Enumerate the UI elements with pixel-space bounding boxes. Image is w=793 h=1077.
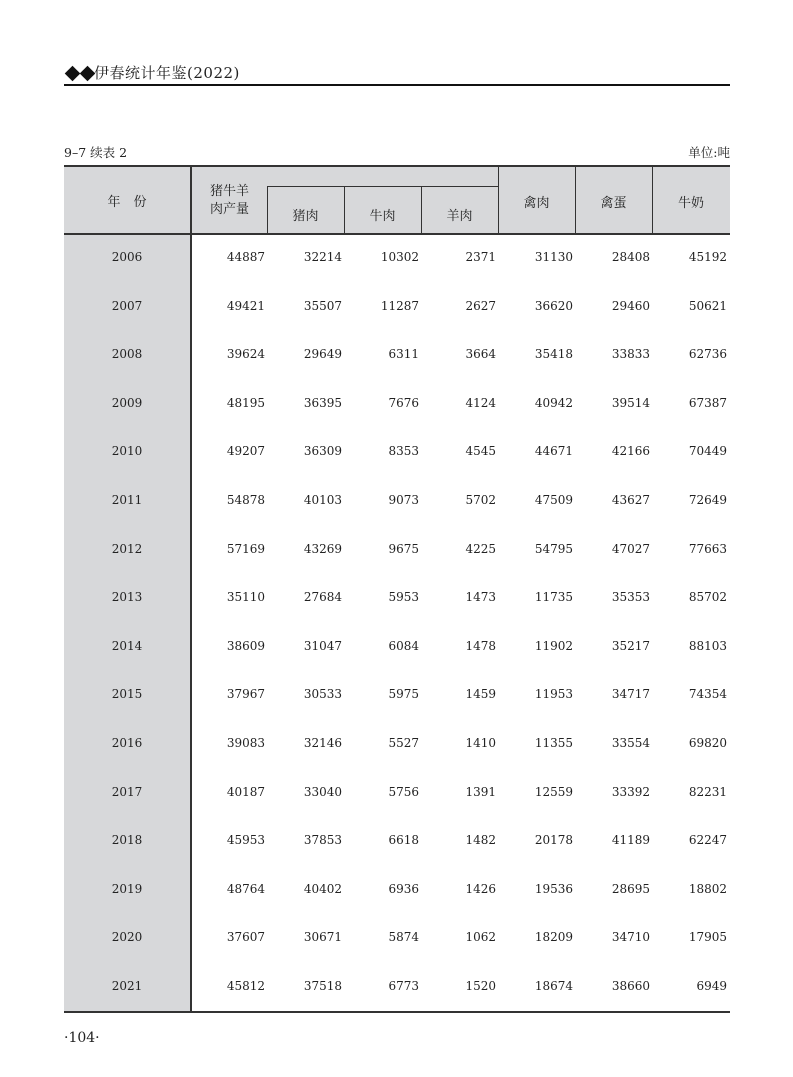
total-cell: 57169	[226, 541, 265, 556]
milk-cell: 18802	[688, 881, 727, 896]
col-header-year: 年 份	[107, 195, 147, 210]
beef-cell: 6936	[388, 881, 419, 896]
milk-cell: 85702	[688, 590, 727, 605]
mutton-cell: 4124	[465, 395, 496, 410]
table-row	[64, 720, 730, 769]
beef-cell: 8353	[388, 444, 419, 459]
table-row	[64, 428, 730, 477]
year-cell: 2015	[111, 687, 143, 702]
mutton-cell: 1520	[465, 979, 496, 993]
table-row	[64, 283, 730, 332]
page-number: ·104·	[64, 1030, 100, 1046]
eggs-cell: 35217	[611, 638, 650, 653]
poultry-cell: 31130	[534, 250, 573, 264]
beef-cell: 7676	[388, 395, 419, 410]
total-cell: 39083	[226, 736, 265, 750]
pork-cell: 40402	[303, 881, 342, 896]
mutton-cell: 1410	[465, 736, 496, 750]
mutton-cell: 2627	[465, 298, 496, 313]
table-row	[64, 574, 730, 623]
pork-cell: 27684	[303, 590, 342, 605]
beef-cell: 11287	[380, 298, 419, 313]
beef-cell: 5527	[388, 736, 419, 750]
year-cell: 2014	[111, 638, 143, 653]
year-cell: 2016	[111, 736, 143, 750]
eggs-cell: 34717	[611, 687, 650, 702]
poultry-cell: 47509	[534, 493, 573, 507]
eggs-cell: 41189	[611, 833, 650, 848]
pork-cell: 37518	[303, 979, 342, 993]
poultry-cell: 36620	[534, 298, 573, 313]
beef-cell: 9675	[388, 541, 419, 556]
year-cell: 2020	[111, 930, 143, 945]
beef-cell: 6618	[388, 833, 419, 848]
pork-cell: 40103	[303, 493, 342, 507]
table-row	[64, 866, 730, 915]
year-cell: 2021	[111, 979, 143, 993]
table-code: 9–7 续表 2	[64, 145, 128, 160]
eggs-cell: 28408	[611, 250, 650, 264]
table-row	[64, 477, 730, 526]
pork-cell: 36395	[303, 395, 342, 410]
total-cell: 45812	[226, 979, 265, 993]
beef-cell: 5756	[388, 784, 419, 799]
total-cell: 39624	[226, 347, 265, 362]
mutton-cell: 1459	[465, 687, 496, 702]
year-cell: 2017	[111, 784, 143, 799]
poultry-cell: 18674	[534, 979, 573, 993]
milk-cell: 62247	[688, 833, 727, 848]
col-header-mutton: 羊肉	[446, 209, 473, 224]
table-row	[64, 671, 730, 720]
poultry-cell: 18209	[534, 930, 573, 945]
year-cell: 2009	[111, 395, 143, 410]
col-header-total: 猪牛羊 肉产量	[210, 184, 250, 217]
mutton-cell: 5702	[465, 493, 496, 507]
pork-cell: 35507	[303, 298, 342, 313]
table-row	[64, 817, 730, 866]
beef-cell: 6084	[388, 638, 419, 653]
pork-cell: 37853	[303, 833, 342, 848]
poultry-cell: 12559	[534, 784, 573, 799]
mutton-cell: 4225	[465, 541, 496, 556]
table-row	[64, 914, 730, 963]
total-cell: 54878	[226, 493, 265, 507]
pork-cell: 32214	[303, 250, 342, 264]
year-cell: 2010	[111, 444, 143, 459]
eggs-cell: 33392	[611, 784, 650, 799]
milk-cell: 70449	[688, 444, 727, 459]
milk-cell: 82231	[688, 784, 727, 799]
milk-cell: 50621	[688, 298, 727, 313]
beef-cell: 5874	[388, 930, 419, 945]
beef-cell: 5975	[388, 687, 419, 702]
total-cell: 45953	[226, 833, 265, 848]
poultry-cell: 11355	[534, 736, 573, 750]
beef-cell: 5953	[388, 590, 419, 605]
table-row	[64, 331, 730, 380]
table-row	[64, 234, 730, 283]
pork-cell: 32146	[303, 736, 342, 750]
year-cell: 2007	[111, 298, 143, 313]
poultry-cell: 20178	[534, 833, 573, 848]
eggs-cell: 29460	[611, 298, 650, 313]
total-cell: 37607	[226, 930, 265, 945]
pork-cell: 33040	[303, 784, 342, 799]
eggs-cell: 33554	[611, 736, 650, 750]
poultry-cell: 19536	[534, 881, 573, 896]
milk-cell: 88103	[688, 638, 727, 653]
eggs-cell: 34710	[611, 930, 650, 945]
total-cell: 48195	[226, 395, 265, 410]
eggs-cell: 39514	[611, 395, 650, 410]
col-header-pork: 猪肉	[292, 209, 319, 224]
milk-cell: 6949	[696, 979, 727, 993]
col-header-eggs: 禽蛋	[600, 196, 627, 211]
mutton-cell: 1473	[465, 590, 496, 605]
table-row	[64, 380, 730, 429]
pork-cell: 30533	[303, 687, 342, 702]
year-cell: 2011	[111, 493, 143, 507]
mutton-cell: 1062	[465, 930, 496, 945]
mutton-cell: 1426	[465, 881, 496, 896]
milk-cell: 77663	[688, 541, 727, 556]
total-cell: 44887	[226, 250, 265, 264]
col-header-beef: 牛肉	[369, 209, 396, 224]
poultry-cell: 11735	[534, 590, 573, 605]
milk-cell: 74354	[688, 687, 727, 702]
eggs-cell: 47027	[611, 541, 650, 556]
milk-cell: 62736	[688, 347, 727, 362]
year-cell: 2012	[111, 541, 143, 556]
eggs-cell: 28695	[611, 881, 650, 896]
eggs-cell: 35353	[611, 590, 650, 605]
table-row	[64, 526, 730, 575]
beef-cell: 6773	[388, 979, 419, 993]
year-cell: 2013	[111, 590, 143, 605]
pork-cell: 29649	[303, 347, 342, 362]
milk-cell: 69820	[688, 736, 727, 750]
col-header-milk: 牛奶	[677, 196, 704, 211]
total-cell: 37967	[226, 687, 265, 702]
year-cell: 2006	[111, 250, 143, 264]
poultry-cell: 44671	[534, 444, 573, 459]
total-cell: 49421	[226, 298, 265, 313]
poultry-cell: 11953	[534, 687, 573, 702]
milk-cell: 67387	[688, 395, 727, 410]
col-header-poultry: 禽肉	[523, 196, 550, 211]
beef-cell: 10302	[380, 250, 419, 264]
mutton-cell: 1482	[465, 833, 496, 848]
year-cell: 2019	[111, 881, 143, 896]
total-cell: 49207	[226, 444, 265, 459]
mutton-cell: 3664	[465, 347, 496, 362]
poultry-cell: 11902	[534, 638, 573, 653]
table-row	[64, 769, 730, 818]
year-cell: 2018	[111, 833, 143, 848]
mutton-cell: 2371	[465, 250, 496, 264]
running-header	[64, 62, 730, 84]
beef-cell: 6311	[388, 347, 419, 362]
total-cell: 38609	[226, 638, 265, 653]
beef-cell: 9073	[388, 493, 419, 507]
eggs-cell: 43627	[611, 493, 650, 507]
poultry-cell: 54795	[534, 541, 573, 556]
table-row	[64, 963, 730, 1012]
unit-label: 单位:吨	[688, 145, 730, 160]
table-row	[64, 623, 730, 672]
eggs-cell: 42166	[611, 444, 650, 459]
total-cell: 48764	[226, 881, 265, 896]
milk-cell: 45192	[688, 250, 727, 264]
mutton-cell: 1478	[465, 638, 496, 653]
eggs-cell: 38660	[611, 979, 650, 993]
book-title: 伊春统计年鉴(2022)	[94, 64, 240, 82]
poultry-cell: 40942	[534, 395, 573, 410]
pork-cell: 31047	[303, 638, 342, 653]
eggs-cell: 33833	[611, 347, 650, 362]
pork-cell: 30671	[303, 930, 342, 945]
total-cell: 35110	[226, 590, 265, 605]
milk-cell: 72649	[688, 493, 727, 507]
data-table	[64, 165, 730, 1013]
mutton-cell: 1391	[465, 784, 496, 799]
milk-cell: 17905	[688, 930, 727, 945]
total-cell: 40187	[226, 784, 265, 799]
header-rule	[64, 84, 730, 86]
poultry-cell: 35418	[534, 347, 573, 362]
pork-cell: 36309	[303, 444, 342, 459]
mutton-cell: 4545	[465, 444, 496, 459]
year-cell: 2008	[111, 347, 143, 362]
pork-cell: 43269	[303, 541, 342, 556]
